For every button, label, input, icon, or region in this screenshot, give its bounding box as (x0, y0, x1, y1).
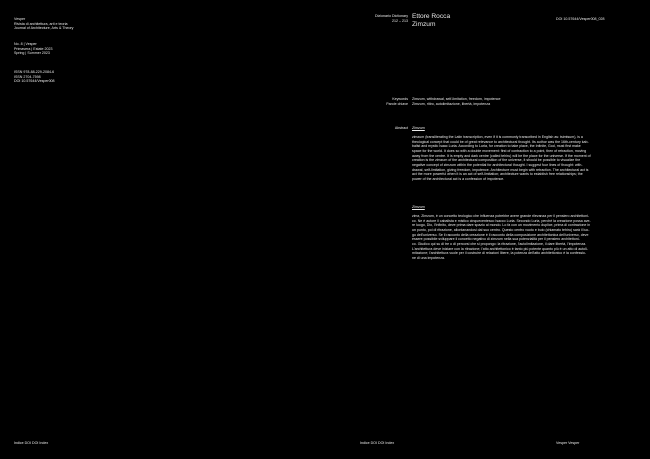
section-header (330, 14, 408, 23)
journal-doi: DOI 10.57644/Vesper008 (14, 79, 55, 84)
abstract-line: space for the world. It does so with a double movement: first of contraction to a point, then of retraction, moving (412, 148, 587, 153)
abstract-line: co. Giudico qui su di tre o di percorsi che si propongo: la ritrazione, l'autolimitazione, il dare libertà, l'impotenza. (412, 241, 587, 246)
keywords-en: Zimzum, withdrawal, self-limitation, freedom, impotence (412, 97, 501, 101)
abstract-line: theological concept that could be of great relevance to architectural thought. Its author was the 16th-century kab- (412, 139, 589, 144)
keywords-values (412, 97, 500, 106)
issue-number: No. 8 | Vesper (14, 42, 37, 46)
abstract-line: drawal, self-limitation, giving freedom, impotence. Architecture must begin with retraction. The architectural act is (412, 167, 589, 172)
abstract-line: zimz, Zimzum, è un concetto teologico che influenza potrebbe avere grande rilevanza per il pensiero architettoni- (412, 214, 590, 218)
issn-info (14, 70, 55, 84)
footer-center: Indice DOI DOI Index (360, 441, 395, 445)
abstract-label: Abstract (394, 126, 408, 130)
journal-name: Vesper (14, 17, 26, 21)
season-en: Spring | Summer 2023 (14, 51, 50, 56)
keywords-label-en: Keywords (392, 97, 408, 101)
footer-right: Vesper Vesper (556, 441, 580, 445)
abstract-line: re luogo, Dio, l'Infinito, deve prima dare spazio al mondo. Lo fa con un movimento duplice, prima di contrazione in (412, 223, 591, 228)
issn-2: ISSN 2704-7598 (14, 74, 41, 79)
page-range: 212 – 213 (392, 18, 408, 23)
keywords-labels (330, 97, 408, 106)
season-it: Primavera | Estate 2023 (14, 46, 53, 51)
footer-left: Indice DOI DOI Index (14, 441, 49, 445)
article-title: Zimzum (412, 20, 436, 28)
abstract-line: co. Ne è autore il cabalista e mistico cinquecentesco Isacco Luria. Secondo Luria, perché la creazione possa ave- (412, 218, 591, 223)
issue-info (14, 42, 53, 56)
abstract-it-body (412, 214, 638, 261)
section-label: Dizionario Dictionary (375, 14, 408, 18)
abstract-line: away from the centre. It is empty and dark centre (called tehiru) will be the place for the universe. If the moment of (412, 153, 591, 158)
abstract-line: balist and mystic Isaac Luria. According to Luria, for creation to take place, the Infinite, God, must first make (412, 144, 581, 149)
abstract-line: go dell'universo. Se il racconto della creazione è il racconto della composizione architettonica dell'universo, deve (412, 232, 589, 237)
abstract-line: zimzum (transliterating the Latin transcription, even if it is commonly transcribed in English as: tsimtsum), is a (412, 135, 583, 139)
journal-subtitle-it: Rivista di architettura, arti e teoria (14, 21, 68, 26)
abstract-line: power of the architectural act is a confession of impotence. (412, 176, 505, 181)
abstract-line: creation is the zimzum of the architectural composition of the universe, it should be possible to visualize the (412, 158, 581, 163)
abstract-line: ne di una impotenza. (412, 255, 445, 260)
abstract-line: essere possibile sviluppare il concetto negativo di zimzum nella sua potenzialità per il pensiero architettoni- (412, 237, 580, 242)
abstract-line: L'architettura deve iniziare con la ritrazione; l'atto architettonico è tanto più potente quanto più è un atto di autoli- (412, 246, 588, 251)
journal-info (14, 17, 73, 31)
abstract-line: negative concept of zimzum within the potential for architectural thought. I suggest four lines of thought: with- (412, 162, 583, 167)
issn-1: ISSN 978-88-229-2084-6 (14, 70, 55, 74)
abstract-en-body (412, 135, 638, 182)
keywords-label-it: Parole chiave (386, 101, 408, 106)
abstract-line: act the more powerful when it is an act of self-limitation; architecture wants to establish free relationships; the (412, 172, 583, 177)
abstract-it-heading: Zimzum (412, 205, 425, 209)
abstract-line: mitazione; l'architettura vuole per il costruire di relazioni libere, la potenza dell'atto architettonico è la confessio- (412, 251, 587, 256)
article-header (412, 13, 450, 28)
keywords-it: Zimzum, ritiro, autolimitazione, libertà, impotenza (412, 101, 491, 106)
journal-subtitle-en: Journal of Architecture, Arts & Theory (14, 26, 74, 31)
article-doi: DOI 10.57644/Vesper008_028 (556, 17, 605, 21)
abstract-en-heading: Zimzum (412, 126, 425, 130)
author-name: Ettore Rocca (412, 13, 451, 20)
abstract-line: un punto, poi di ritrazione, allontanandosi dal suo centro. Questo centro vuoto e buio (chiamato tehiru) sarà il luo- (412, 227, 590, 232)
